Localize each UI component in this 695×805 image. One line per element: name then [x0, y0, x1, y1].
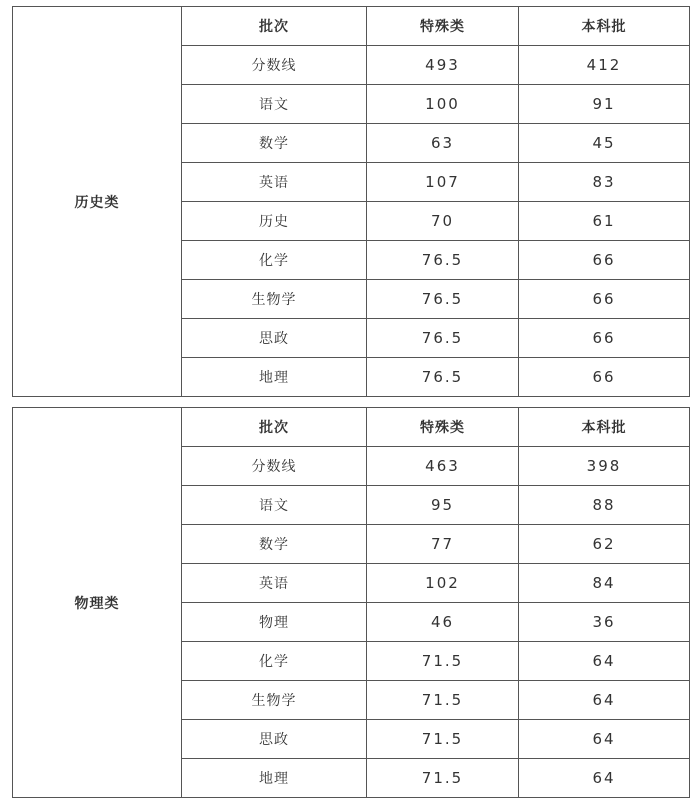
- subject-cell: 化学: [182, 241, 367, 280]
- undergrad-score-cell: 64: [519, 720, 690, 759]
- special-score-cell: 71.5: [367, 642, 519, 681]
- undergrad-score-cell: 66: [519, 241, 690, 280]
- special-score-cell: 463: [367, 447, 519, 486]
- physics-score-table: [12, 407, 690, 798]
- subject-cell: 数学: [182, 525, 367, 564]
- header-row: [13, 7, 690, 46]
- undergrad-score-cell: 62: [519, 525, 690, 564]
- subject-cell: 分数线: [182, 447, 367, 486]
- subject-cell: 生物学: [182, 681, 367, 720]
- subject-cell: 生物学: [182, 280, 367, 319]
- special-score-cell: 76.5: [367, 280, 519, 319]
- undergrad-score-cell: 66: [519, 280, 690, 319]
- special-score-cell: 63: [367, 124, 519, 163]
- special-score-cell: 77: [367, 525, 519, 564]
- special-score-cell: 71.5: [367, 759, 519, 798]
- undergrad-score-cell: 412: [519, 46, 690, 85]
- physics-table-body: [13, 408, 690, 798]
- category-label: 历史类: [13, 7, 182, 397]
- header-row: [13, 408, 690, 447]
- special-score-cell: 46: [367, 603, 519, 642]
- undergrad-score-cell: 61: [519, 202, 690, 241]
- subject-cell: 化学: [182, 642, 367, 681]
- special-score-cell: 102: [367, 564, 519, 603]
- subject-cell: 英语: [182, 163, 367, 202]
- batch-header: 批次: [182, 408, 367, 447]
- undergrad-score-cell: 88: [519, 486, 690, 525]
- special-score-cell: 71.5: [367, 720, 519, 759]
- undergrad-score-cell: 83: [519, 163, 690, 202]
- special-score-cell: 76.5: [367, 241, 519, 280]
- subject-cell: 思政: [182, 319, 367, 358]
- subject-cell: 语文: [182, 85, 367, 124]
- history-table-body: [13, 7, 690, 397]
- undergrad-score-cell: 66: [519, 358, 690, 397]
- special-score-cell: 95: [367, 486, 519, 525]
- subject-cell: 历史: [182, 202, 367, 241]
- undergrad-score-cell: 64: [519, 642, 690, 681]
- subject-cell: 地理: [182, 759, 367, 798]
- special-score-cell: 100: [367, 85, 519, 124]
- subject-cell: 思政: [182, 720, 367, 759]
- undergrad-header: 本科批: [519, 7, 690, 46]
- category-label: 物理类: [13, 408, 182, 798]
- undergrad-score-cell: 398: [519, 447, 690, 486]
- subject-cell: 数学: [182, 124, 367, 163]
- special-header: 特殊类: [367, 408, 519, 447]
- subject-cell: 英语: [182, 564, 367, 603]
- special-score-cell: 107: [367, 163, 519, 202]
- undergrad-score-cell: 64: [519, 681, 690, 720]
- special-score-cell: 70: [367, 202, 519, 241]
- batch-header: 批次: [182, 7, 367, 46]
- subject-cell: 分数线: [182, 46, 367, 85]
- undergrad-header: 本科批: [519, 408, 690, 447]
- undergrad-score-cell: 36: [519, 603, 690, 642]
- undergrad-score-cell: 91: [519, 85, 690, 124]
- special-score-cell: 493: [367, 46, 519, 85]
- special-header: 特殊类: [367, 7, 519, 46]
- undergrad-score-cell: 84: [519, 564, 690, 603]
- special-score-cell: 71.5: [367, 681, 519, 720]
- undergrad-score-cell: 45: [519, 124, 690, 163]
- undergrad-score-cell: 66: [519, 319, 690, 358]
- subject-cell: 物理: [182, 603, 367, 642]
- subject-cell: 语文: [182, 486, 367, 525]
- history-score-table: [12, 6, 690, 397]
- subject-cell: 地理: [182, 358, 367, 397]
- special-score-cell: 76.5: [367, 358, 519, 397]
- undergrad-score-cell: 64: [519, 759, 690, 798]
- special-score-cell: 76.5: [367, 319, 519, 358]
